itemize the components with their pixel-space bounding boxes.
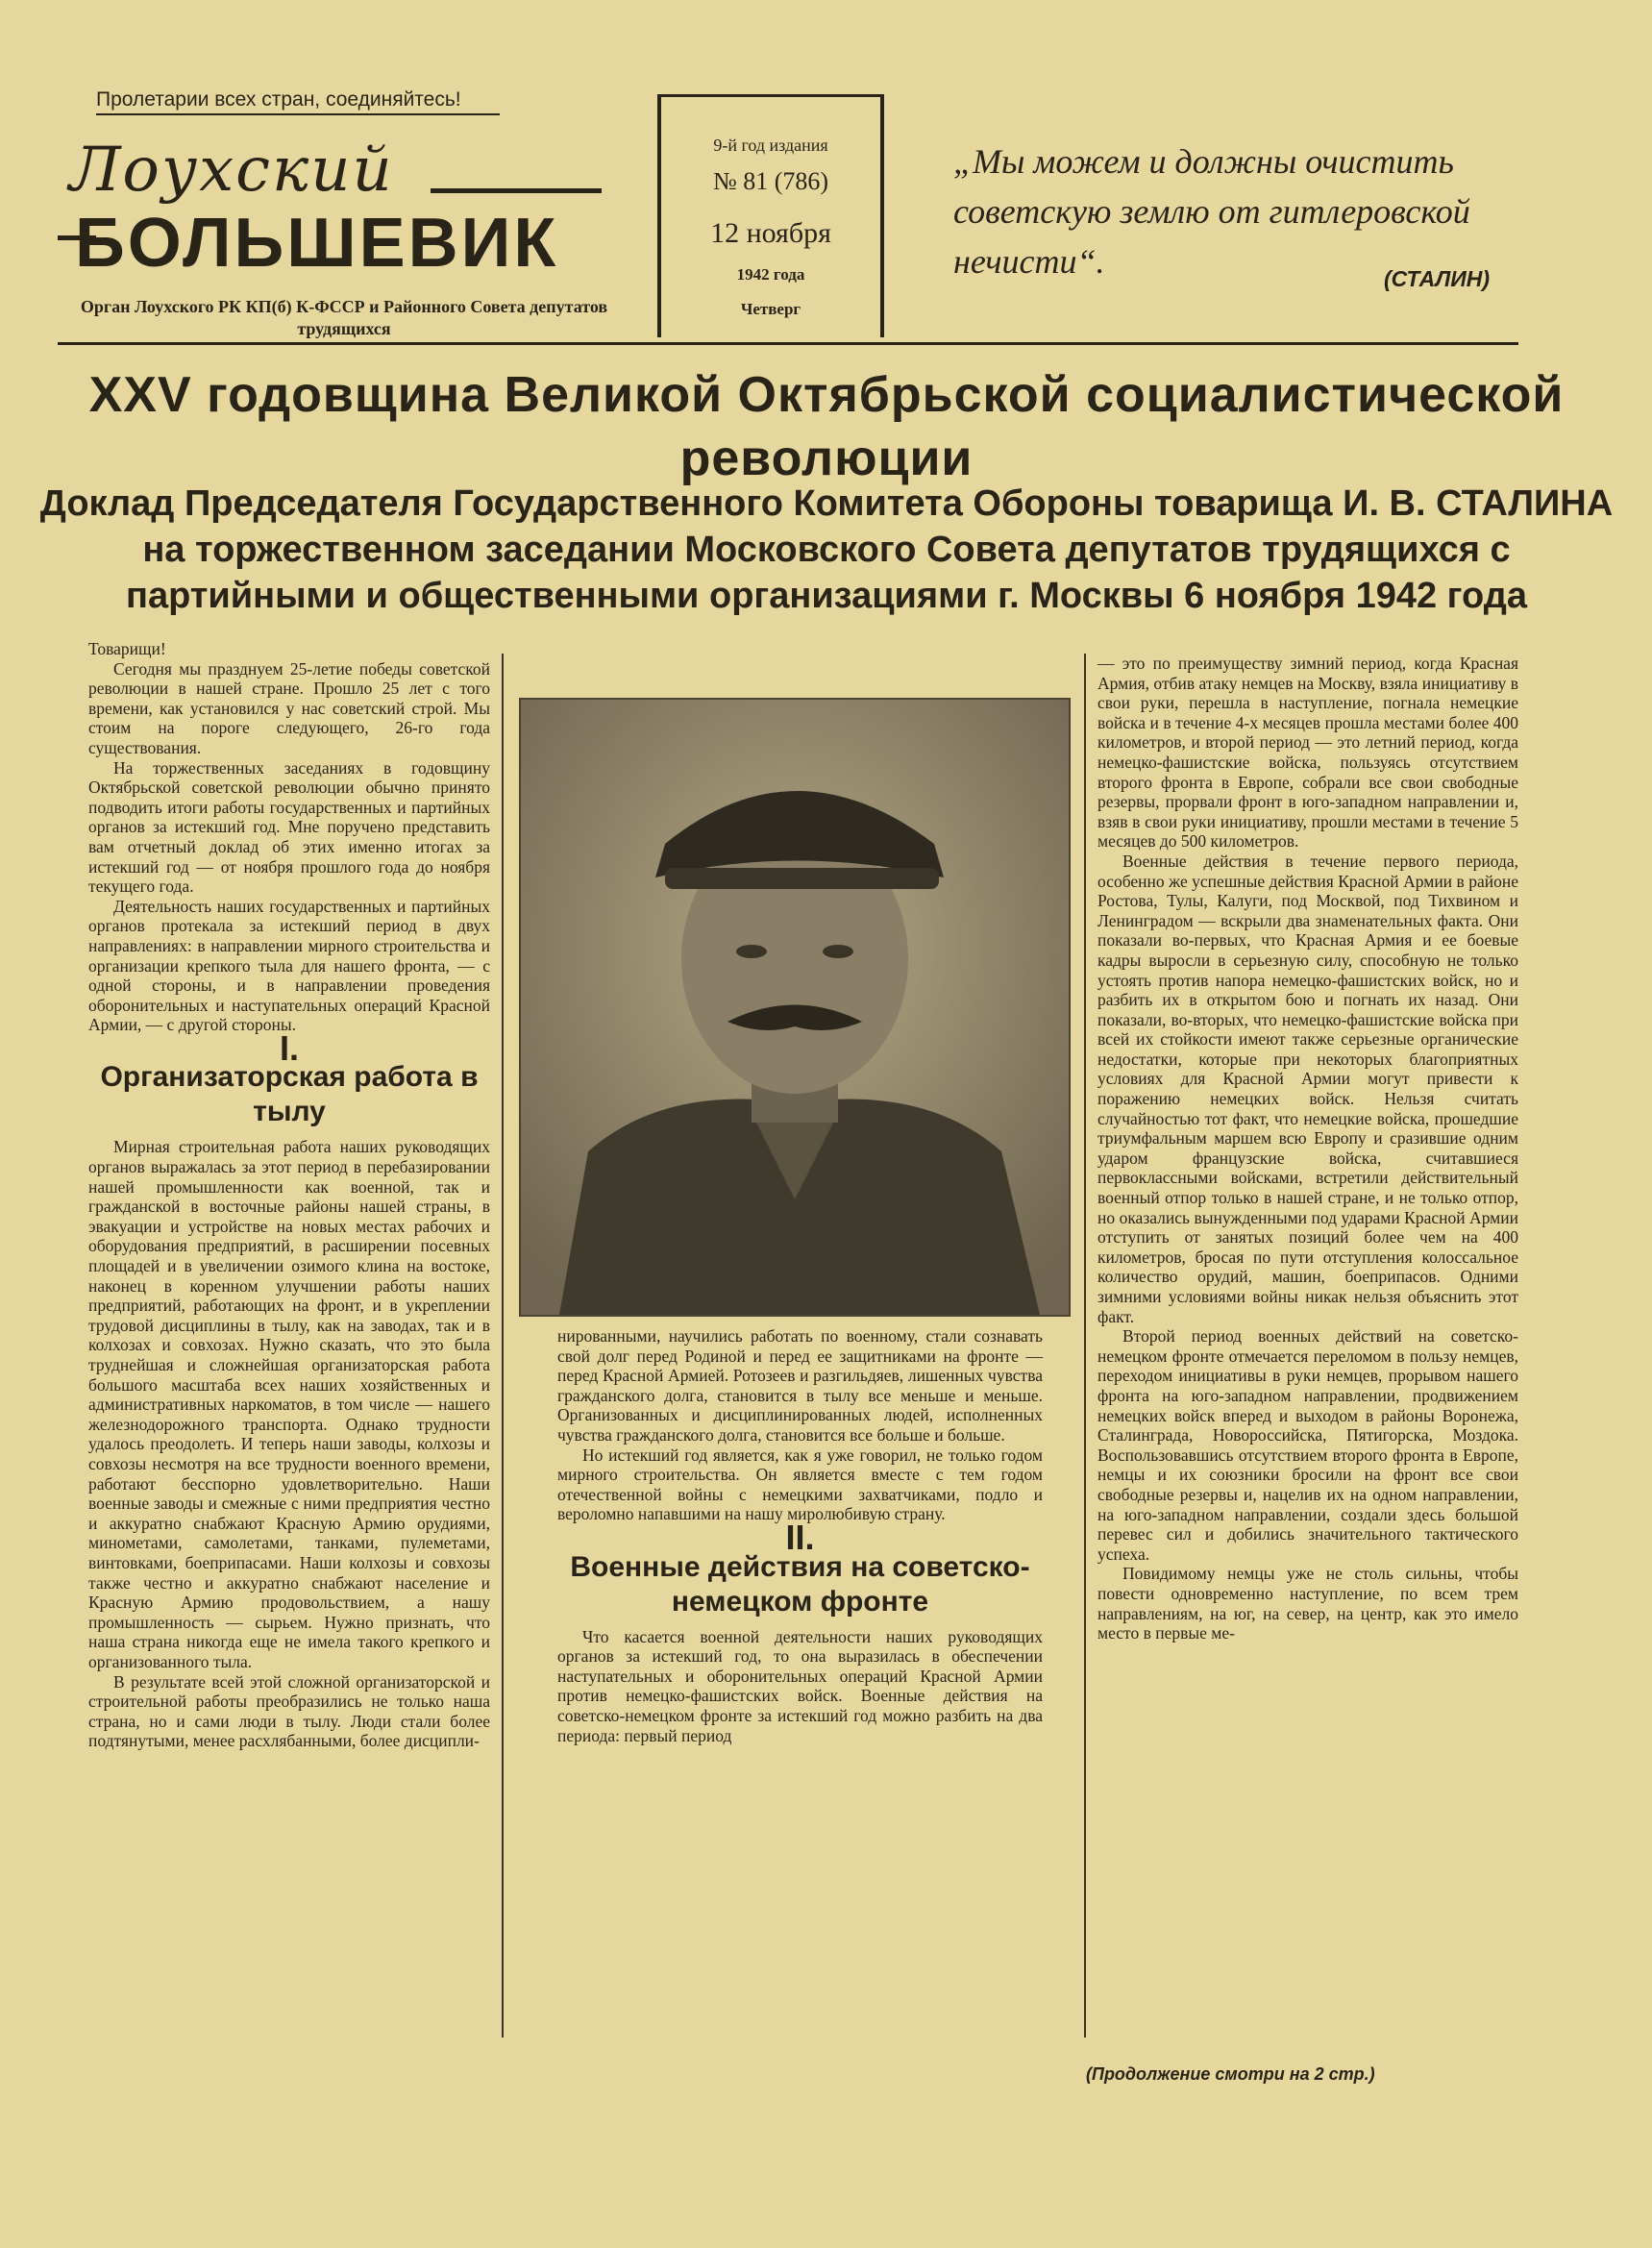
continuation-note: (Продолжение смотри на 2 стр.)	[1086, 2064, 1375, 2084]
article-paragraph: Сегодня мы празднуем 25-летие победы советской революции в нашей стране. Прошло 25 лет с того времени, как установился у нас советский строй. Мы стоим на пороге следующего, 26-го года существования.	[88, 658, 490, 757]
article-paragraph: Товарищи!	[88, 639, 166, 658]
issue-year: 1942 года	[736, 265, 805, 284]
article-column-1	[88, 639, 490, 2081]
logo-rule-right	[431, 188, 602, 193]
issue-date: 12 ноября	[710, 217, 831, 249]
masthead-title-line2: БОЛЬШЕВИК	[75, 205, 559, 282]
sub-headline: Доклад Председателя Государственного Комитета Обороны товарища И. В. СТАЛИНА на торжественном заседании Московского Совета депутатов трудящихся с партийными и общественными организациями г. Москвы 6 ноября 1942 года	[39, 483, 1614, 616]
column-rule-1	[502, 654, 504, 2038]
article-paragraph: — это по преимуществу зимний период, когда Красная Армия, отбив атаку немцев на Москву, взяла инициативу в свои руки, перешла в наступление, погнала немецкие войска и в течение 4-х месяцев прошла местами более 400 километров, и второй период — это летний период, когда немецко-фашистские войска, пользуясь отсутствием второго фронта в Европе, собрали все свои свободные резервы, прорвали фронт в юго-западном направлении и, взяв в свои руки инициативу, прошли местами в течение 5 месяцев до 500 километров.	[1097, 654, 1518, 852]
masthead-divider	[58, 342, 1518, 345]
issue-info-box	[657, 94, 884, 337]
column-rule-2	[1084, 654, 1086, 2038]
section-1-number: I.	[279, 1027, 299, 1068]
article-column-2	[557, 1326, 1043, 2057]
masthead-organ: Орган Лоухского РК КП(б) К-ФССР и Районного Совета депутатов трудящихся	[80, 297, 608, 338]
main-headline: XXV годовщина Великой Октябрьской социалистической революции	[88, 367, 1565, 486]
article-paragraph: нированными, научились работать по военному, стали сознавать свой долг перед Родиной и перед ее защитниками на фронте — перед Красной Армией. Ротозеев и разгильдяев, лишенных чувства гражданского долга, становится в тылу все меньше и меньше. Организованных и дисциплинированных людей, исполненных чувства гражданского долга, становится все больше и больше.	[557, 1326, 1043, 1445]
stalin-portrait-photo	[519, 698, 1071, 1317]
portrait-illustration	[521, 700, 1069, 1315]
article-paragraph: Военные действия в течение первого периода, особенно же успешные действия Красной Армии в районе Ростова, Тулы, Калуги, под Москвой, под Тихвином и Ленинградом — вскрыли два знаменательных факта. Они показали во-первых, что Красная Армия и ее боевые кадры выросли в серьезную силу, способную не только устоять против напора немецко-фашистских войск, но и разбить их в открытом бою и погнать их назад. Они показали, во-вторых, что немецко-фашистские войска при всей их стойкости имеют также серьезные органические недостатки, которые при некоторых благоприятных условиях для Красной Армии могут привести к поражению немецких войск. Нельзя считать случайностью тот факт, что немецкие войска, прошедшие триумфальным маршем всю Европу и сразившие одним ударом французские войска, считавшиеся первоклассными войсками, встретили действительный военный отпор только в нашей стране, и не только отпор, но оказались вынужденными под ударами Красной Армии отступить от занятых позиций более чем на 400 километров, бросая по пути отступления колоссальное количество орудий, машин, боеприпасов. Одними зимними условиями войны никак нельзя объяснить этот факт.	[1097, 851, 1518, 1326]
stalin-quote: „Мы можем и должны очистить советскую землю от гитлеровской нечисти“.	[953, 142, 1470, 281]
masthead-motto: Пролетарии всех стран, соединяйтесь!	[96, 88, 500, 115]
article-paragraph: Мирная строительная работа наших руководящих органов выражалась за этот период в перебазировании нашей промышленности как военной, так и гражданской в восточные районы нашей страны, в эвакуации и устройстве на новых местах рабочих и оборудования предприятий, в расширении посевных площадей и в увеличении озимого клина на востоке, наконец в коренном улучшении работы наших предприятий, работающих на фронт, и в укреплении трудовой дисциплины в тылу, как на заводах, так и в колхозах и совхозах. Нужно сказать, что это была труднейшая и сложнейшая организаторская работа большого масштаба всех наших хозяйственных и административных наркоматов, в том числе — нашего железнодорожного транспорта. Однако трудности удалось преодолеть. И теперь наши заводы, колхозы и совхозы несмотря на все трудности военного времени, работают бесспорно удовлетворительно. Наши военные заводы и смежные с ними предприятия честно и аккуратно снабжают Красную Армию орудиями, минометами, самолетами, танками, пулеметами, винтовками, боеприпасами. Наши колхозы и совхозы также честно и аккуратно снабжают население и Красную Армию продовольствием, а нашу промышленность — сырьем. Нужно признать, что наша страна никогда еще не имела такого крепкого и организованного тыла.	[88, 1137, 490, 1671]
issue-number: № 81 (786)	[712, 167, 829, 195]
article-paragraph: Что касается военной деятельности наших руководящих органов за истекший год, то она выразилась в обеспечении наступательных и оборонительных операций Красной Армии против немецко-фашистских войск. Военные действия на советско-немецком фронте за истекший год можно разбить на два периода: первый период	[557, 1626, 1043, 1745]
issue-year-of-publication: 9-й год издания	[713, 136, 828, 155]
article-paragraph: Но истекший год является, как я уже говорил, не только годом мирного строительства. Он является вместе с тем годом отечественной войны с немецкими захватчиками, подло и вероломно напавшими на нашу миролюбивую страну.	[557, 1445, 1043, 1524]
article-paragraph: Второй период военных действий на советско-немецком фронте отмечается переломом в пользу немцев, переходом инициативы в руки немцев, прорывом нашего фронта на юго-западном направлении, продвижением немецких войск вперед и выходом в районы Воронежа, Сталинграда, Новороссийска, Пятигорска, Моздока. Воспользовавшись отсутствием второго фронта в Европе, немцы и их союзники бросили на фронт все свои свободные резервы и, нацелив их на одном направлении, на юго-западном направлении, создали здесь большой перевес сил и добились значительного тактического успеха.	[1097, 1326, 1518, 1564]
section-2-title: Военные действия на советско-немецком фронте	[570, 1550, 1030, 1618]
section-2-number: II.	[785, 1517, 815, 1557]
article-paragraph: Повидимому немцы уже не столь сильны, чтобы повести одновременно наступление, по всем трем направлениям, на юг, на север, на центр, как это имело место в первые ме-	[1097, 1564, 1518, 1643]
issue-weekday: Четверг	[740, 300, 801, 318]
article-paragraph: На торжественных заседаниях в годовщину Октябрьской советской революции обычно принято подводить итоги работы государственных и партийных органов за истекший год. Мне поручено представить вам отчетный доклад об этих именно итогах за истекший год — от ноября прошлого года до ноября текущего года.	[88, 757, 490, 897]
quote-source: (СТАЛИН)	[1384, 266, 1491, 291]
section-1-title: Организаторская работа в тылу	[100, 1061, 479, 1128]
article-paragraph: Деятельность наших государственных и партийных органов протекала за истекший период в двух направлениях: в направлении мирного строительства и организации крепкого тыла для нашего фронта, — с одной стороны, и в направлении проведения оборонительных и наступательных операций Красной Армии, — с другой стороны.	[88, 896, 490, 1035]
article-paragraph: В результате всей этой сложной организаторской и строительной работы преобразились не только наша страна, но и сами люди в тылу. Люди стали более подтянутыми, менее расхлябанными, более дисципли-	[88, 1671, 490, 1751]
article-column-3	[1097, 654, 1518, 2047]
masthead-title-line1: Лоухский	[69, 135, 394, 206]
